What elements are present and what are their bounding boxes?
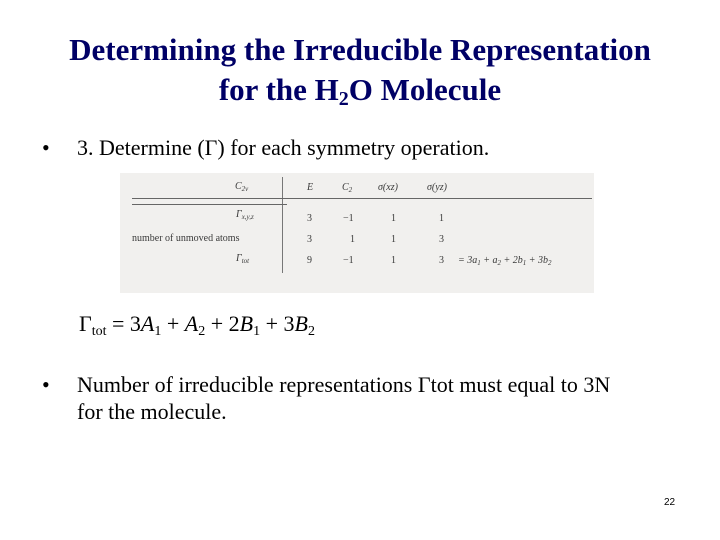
table-cell: 3 <box>439 234 444 245</box>
col-c2-sub: 2 <box>348 186 353 194</box>
table-row-label-tot <box>236 253 249 264</box>
bullet-1-text: 3. Determine (Γ) for each symmetry operation. <box>77 135 490 160</box>
table-cell: 3 <box>439 255 444 266</box>
decomp-sub: 2 <box>548 259 552 267</box>
slide-title <box>0 30 720 110</box>
slide-number: 22 <box>664 497 676 508</box>
gamma-sub: tot <box>91 324 107 339</box>
table-row-label-xyz <box>236 209 254 220</box>
point-group-label: C <box>235 181 242 192</box>
eq-var: B <box>239 311 254 336</box>
table-cell: 3 <box>307 213 312 224</box>
table-col-sigma-xz: σ(xz) <box>378 182 398 193</box>
eq-var: B <box>294 311 308 336</box>
title-line-1: Determining the Irreducible Representation <box>69 32 651 67</box>
title-line-2 <box>0 70 720 110</box>
col-c2-label: C <box>342 182 349 193</box>
title-subscript: 2 <box>338 88 349 110</box>
character-table-image <box>120 173 594 293</box>
table-cell: 1 <box>391 213 396 224</box>
table-header-rule <box>132 198 592 199</box>
row-gamma: Γ <box>236 209 242 220</box>
eq-var: A <box>140 311 155 336</box>
table-cell: 1 <box>391 255 396 266</box>
row-gamma: Γ <box>236 253 242 264</box>
eq-term: + 3 <box>260 311 295 336</box>
decomp-term: = 3a <box>458 255 478 266</box>
eq-term: = 3 <box>106 311 141 336</box>
decomp-sub: 1 <box>522 259 527 267</box>
bullet-marker: • <box>42 135 50 160</box>
decomp-term: + 2b <box>501 255 523 266</box>
gamma-symbol: Γ <box>79 311 92 336</box>
gamma-total-equation <box>79 311 315 337</box>
decomp-term: + a <box>480 255 498 266</box>
eq-term: + <box>161 311 185 336</box>
table-cell: 1 <box>391 234 396 245</box>
eq-sub: 1 <box>253 324 261 339</box>
bullet-2-line-2: for the molecule. <box>77 399 227 424</box>
row-gamma-sub: tot <box>241 257 250 265</box>
table-cell: 1 <box>350 234 355 245</box>
eq-term: + 2 <box>205 311 240 336</box>
table-point-group <box>235 181 248 192</box>
table-vertical-rule <box>282 177 283 273</box>
decomp-term: + 3b <box>526 255 548 266</box>
bullet-2-line-1: Number of irreducible representations Γtot must equal to 3N <box>77 372 611 397</box>
table-col-E: E <box>307 182 314 193</box>
table-cell: 1 <box>439 213 444 224</box>
title-line-2-post: O Molecule <box>348 72 502 107</box>
title-line-2-pre: for the H <box>218 72 339 107</box>
point-group-sub: 2v <box>241 185 249 193</box>
row-gamma-sub: x,y,z <box>241 213 254 221</box>
table-col-sigma-yz: σ(yz) <box>427 182 447 193</box>
decomp-sub: 2 <box>497 259 501 267</box>
table-header-rule-2 <box>132 204 287 205</box>
table-row-label-unmoved: number of unmoved atoms <box>132 233 240 244</box>
eq-sub: 2 <box>308 324 315 339</box>
table-col-C2 <box>342 182 352 193</box>
table-cell: −1 <box>343 255 354 266</box>
table-decomposition <box>458 255 552 266</box>
eq-sub: 2 <box>198 324 206 339</box>
bullet-marker: • <box>42 372 50 397</box>
table-cell: 9 <box>307 255 312 266</box>
eq-var: A <box>184 311 199 336</box>
table-cell: 3 <box>307 234 312 245</box>
decomp-sub: 1 <box>477 259 481 267</box>
table-cell: −1 <box>343 213 354 224</box>
eq-sub: 1 <box>154 324 162 339</box>
